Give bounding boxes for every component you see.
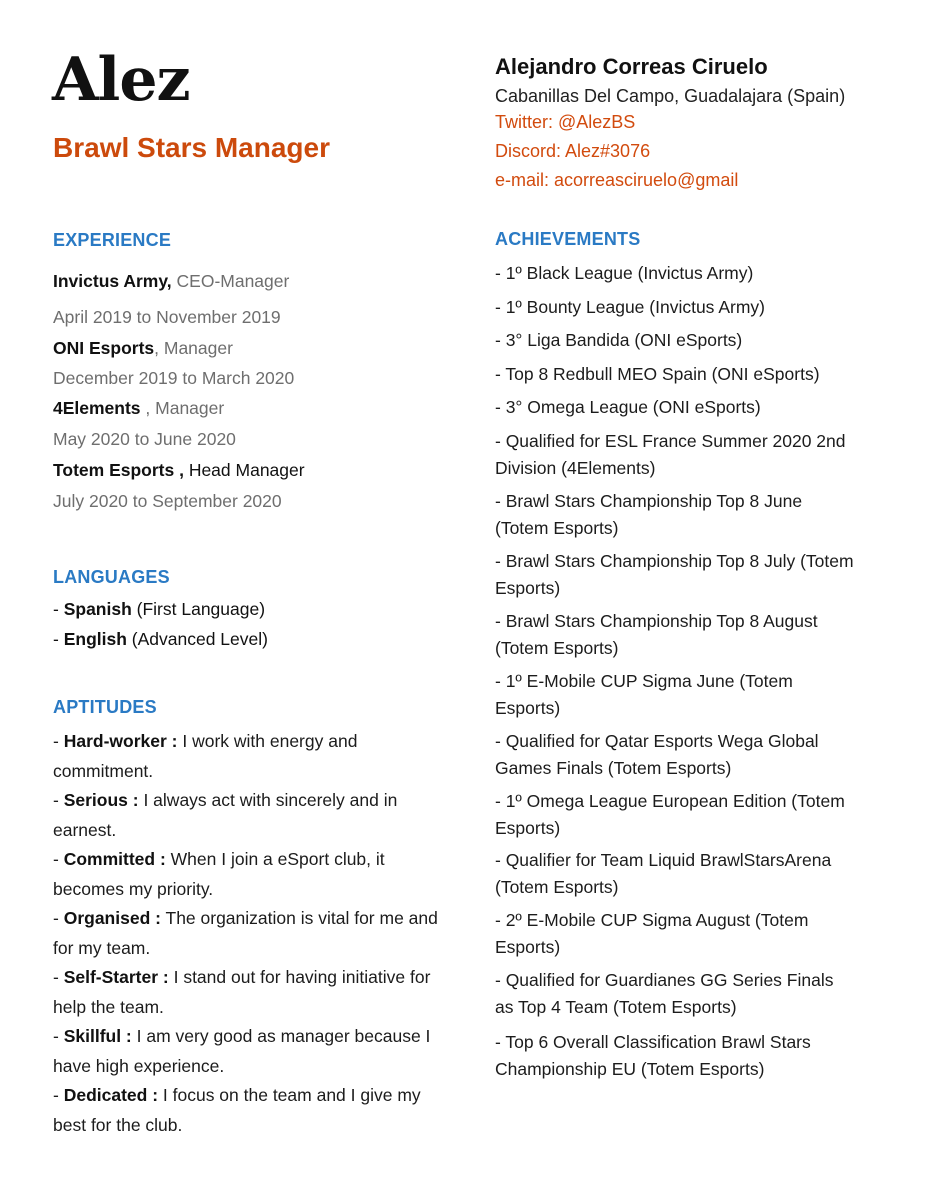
aptitudes-heading: APTITUDES — [53, 697, 157, 717]
achievement-item: - Brawl Stars Championship Top 8 July (Totem Esports) — [495, 551, 854, 598]
language-level: (First Language) — [131, 599, 266, 619]
experience-dates: July 2020 to September 2020 — [53, 491, 282, 511]
aptitude-item — [53, 1022, 453, 1081]
bullet: - — [53, 599, 64, 619]
achievement-item: - 2º E-Mobile CUP Sigma August (Totem Esports) — [495, 910, 809, 957]
aptitude-name: Committed : — [63, 849, 166, 869]
experience-org: Totem Esports , — [53, 460, 184, 480]
experience-heading: EXPERIENCE — [53, 230, 172, 250]
aptitude-item — [53, 1081, 453, 1140]
achievement-item: - 1º Bounty League (Invictus Army) — [495, 297, 765, 317]
discord-handle: Discord: Alez#3076 — [495, 141, 651, 161]
achievement-item: - 3° Liga Bandida (ONI eSports) — [495, 330, 743, 350]
achievement-item: - Top 6 Overall Classification Brawl Stars Championship EU (Totem Esports) — [495, 1032, 811, 1079]
aptitude-text: I always act with sincerely and in earnest. — [53, 790, 398, 840]
language-name: Spanish — [63, 599, 132, 619]
aptitude-text: When I join a eSport club, it becomes my priority. — [53, 849, 385, 899]
bullet: - — [53, 967, 64, 987]
achievement-item: - Brawl Stars Championship Top 8 August (Totem Esports) — [495, 611, 818, 658]
experience-org: ONI Esports — [53, 338, 155, 358]
bullet: - — [53, 790, 64, 810]
aptitude-item — [53, 963, 453, 1022]
language-name: English — [63, 629, 127, 649]
aptitude-name: Organised : — [63, 908, 161, 928]
aptitude-name: Dedicated : — [63, 1085, 159, 1105]
aptitude-text: The organization is vital for me and for my team. — [53, 908, 438, 958]
aptitude-text: I stand out for having initiative for help the team. — [53, 967, 431, 1017]
achievement-item: - 1º E-Mobile CUP Sigma June (Totem Esports) — [495, 671, 793, 718]
experience-role: , Manager — [140, 398, 225, 418]
achievement-item: - Qualified for ESL France Summer 2020 2nd Division (4Elements) — [495, 431, 846, 478]
aptitude-name: Skillful : — [63, 1026, 132, 1046]
aptitude-item — [53, 786, 453, 845]
short-name: Alez — [52, 45, 190, 115]
language-level: (Advanced Level) — [126, 629, 268, 649]
aptitude-item — [53, 845, 453, 904]
experience-dates: April 2019 to November 2019 — [53, 307, 281, 327]
achievements-heading: ACHIEVEMENTS — [495, 229, 641, 249]
experience-dates: May 2020 to June 2020 — [53, 429, 236, 449]
achievement-item: - Qualified for Qatar Esports Wega Global Games Finals (Totem Esports) — [495, 731, 819, 778]
location: Cabanillas Del Campo, Guadalajara (Spain) — [495, 86, 846, 106]
achievement-item: - 1º Black League (Invictus Army) — [495, 263, 754, 283]
achievement-item: - Qualified for Guardianes GG Series Finals as Top 4 Team (Totem Esports) — [495, 970, 834, 1017]
aptitude-text: I am very good as manager because I have high experience. — [53, 1026, 431, 1076]
aptitude-text: I focus on the team and I give my best for the club. — [53, 1085, 421, 1135]
aptitude-text: I work with energy and commitment. — [53, 731, 358, 781]
bullet: - — [53, 731, 64, 751]
experience-item — [53, 460, 305, 481]
bullet: - — [53, 629, 64, 649]
language-item — [53, 599, 265, 620]
aptitude-item — [53, 904, 453, 963]
experience-dates: December 2019 to March 2020 — [53, 368, 295, 388]
experience-role: CEO-Manager — [171, 271, 290, 291]
job-title: Brawl Stars Manager — [53, 132, 330, 163]
language-item — [53, 629, 268, 650]
email-address: e-mail: acorreasciruelo@gmail — [495, 170, 739, 190]
achievement-item: - 1º Omega League European Edition (Totem Esports) — [495, 791, 845, 838]
aptitude-item — [53, 727, 453, 786]
experience-item — [53, 398, 224, 419]
achievement-item: - Brawl Stars Championship Top 8 June (Totem Esports) — [495, 491, 803, 538]
languages-heading: LANGUAGES — [53, 567, 170, 587]
twitter-handle: Twitter: @AlezBS — [495, 112, 636, 132]
achievement-item: - Qualifier for Team Liquid BrawlStarsArena (Totem Esports) — [495, 850, 832, 897]
full-name: Alejandro Correas Ciruelo — [495, 54, 768, 79]
bullet: - — [53, 1026, 64, 1046]
achievement-item: - 3° Omega League (ONI eSports) — [495, 397, 761, 417]
bullet: - — [53, 849, 64, 869]
experience-role: Head Manager — [183, 460, 305, 480]
experience-role: , Manager — [154, 338, 233, 358]
bullet: - — [53, 1085, 64, 1105]
experience-item — [53, 271, 289, 292]
aptitude-name: Hard-worker : — [63, 731, 178, 751]
achievement-item: - Top 8 Redbull MEO Spain (ONI eSports) — [495, 364, 820, 384]
experience-item — [53, 338, 233, 359]
aptitude-name: Serious : — [63, 790, 139, 810]
bullet: - — [53, 908, 64, 928]
experience-org: Invictus Army, — [53, 271, 172, 291]
aptitude-name: Self-Starter : — [63, 967, 169, 987]
experience-org: 4Elements — [53, 398, 141, 418]
